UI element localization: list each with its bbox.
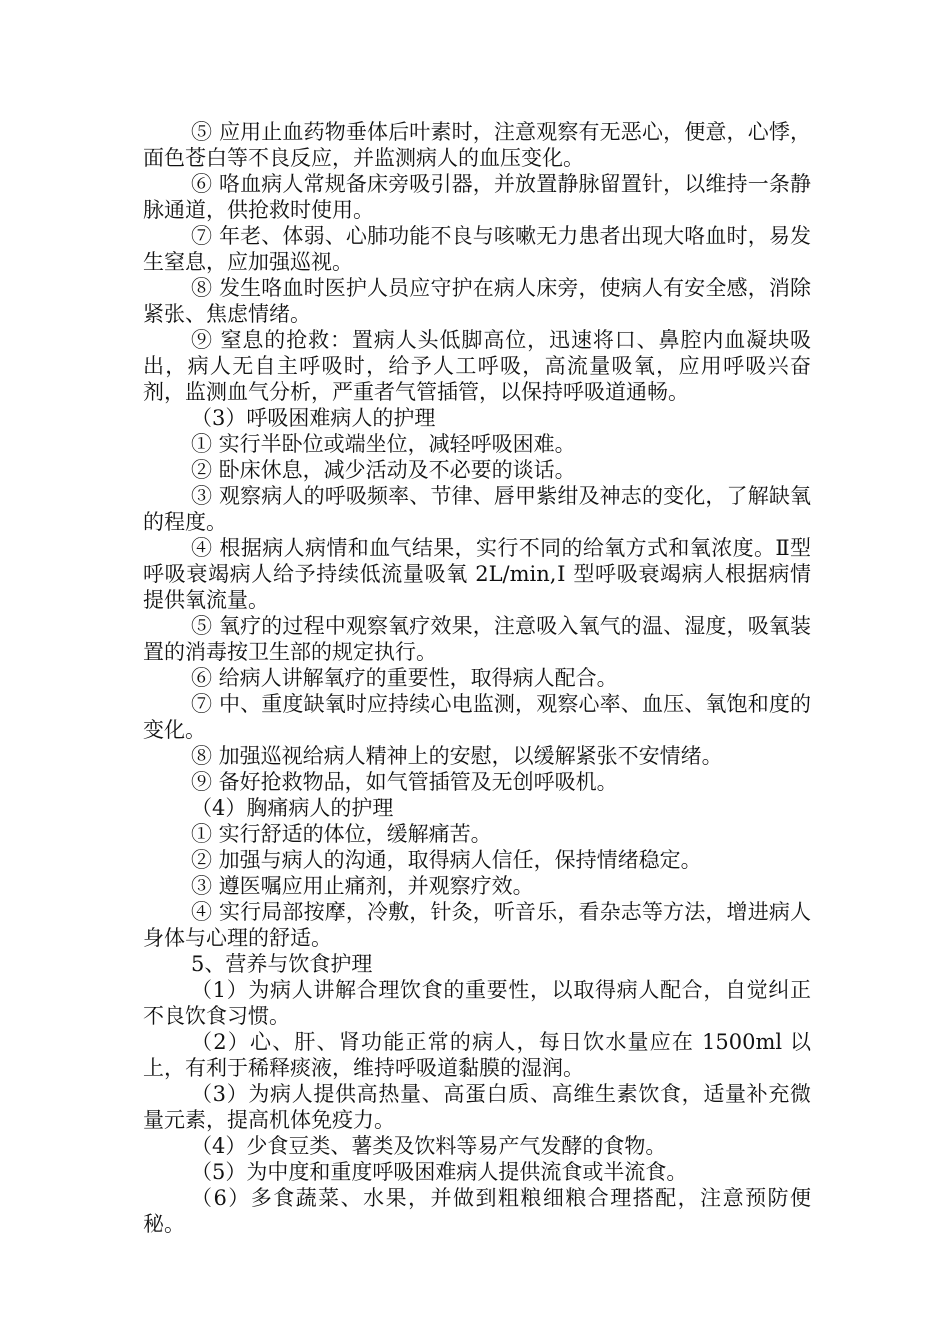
paragraph-massage: ④ 实行局部按摩，冷敷，针灸，听音乐，看杂志等方法，增进病人身体与心理的舒适。	[143, 900, 811, 950]
document-page	[143, 119, 811, 1237]
paragraph-semi-recumbent: ① 实行半卧位或端坐位，减轻呼吸困难。	[191, 432, 576, 456]
paragraph-communication: ② 加强与病人的沟通，取得病人信任，保持情绪稳定。	[191, 848, 702, 872]
paragraph-diet-education: （1）为病人讲解合理饮食的重要性，以取得病人配合，自觉纠正不良饮食习惯。	[143, 978, 811, 1028]
paragraph-asphyxia-rescue: ⑨ 窒息的抢救：置病人头低脚高位，迅速将口、鼻腔内血凝块吸出，病人无自主呼吸时，给予人工呼吸，高流量吸氧，应用呼吸兴奋剂，监测血气分析，严重者气管插管，以保持呼吸道通畅。	[143, 328, 811, 404]
section-heading-nutrition: 5、营养与饮食护理	[191, 952, 373, 976]
paragraph-suction-device: ⑥ 咯血病人常规备床旁吸引器，并放置静脉留置针，以维持一条静脉通道，供抢救时使用。	[143, 172, 811, 222]
paragraph-rescue-supplies: ⑨ 备好抢救物品，如气管插管及无创呼吸机。	[191, 770, 618, 794]
section-heading-chest-pain: （4）胸痛病人的护理	[191, 796, 394, 820]
paragraph-vegetables-fruit: （6）多食蔬菜、水果，并做到粗粮细粮合理搭配，注意预防便秘。	[143, 1186, 811, 1236]
section-heading-dyspnea: （3）呼吸困难病人的护理	[191, 406, 436, 430]
paragraph-oxygen-education: ⑥ 给病人讲解氧疗的重要性，取得病人配合。	[191, 666, 618, 690]
paragraph-analgesics: ③ 遵医嘱应用止痛剂，并观察疗效。	[191, 874, 534, 898]
paragraph-comfort: ⑧ 加强巡视给病人精神上的安慰，以缓解紧张不安情绪。	[191, 744, 723, 768]
paragraph-liquid-diet: （5）为中度和重度呼吸困难病人提供流食或半流食。	[191, 1160, 688, 1184]
paragraph-ecg-monitoring: ⑦ 中、重度缺氧时应持续心电监测，观察心率、血压、氧饱和度的变化。	[143, 692, 811, 742]
paragraph-oxygen-therapy-mode: ④ 根据病人病情和血气结果，实行不同的给氧方式和氧浓度。Ⅱ型呼吸衰竭病人给予持续低流量吸氧 2L/min,Ⅰ 型呼吸衰竭病人根据病情提供氧流量。	[143, 536, 811, 612]
paragraph-bedside-care: ⑧ 发生咯血时医护人员应守护在病人床旁，使病人有安全感，消除紧张、焦虑情绪。	[143, 276, 811, 326]
paragraph-observe-breathing: ③ 观察病人的呼吸频率、节律、唇甲紫绀及神志的变化，了解缺氧的程度。	[143, 484, 811, 534]
paragraph-high-protein: （3）为病人提供高热量、高蛋白质、高维生素饮食，适量补充微量元素，提高机体免疫力。	[143, 1082, 811, 1132]
paragraph-hemostatic-drug: ⑤ 应用止血药物垂体后叶素时，注意观察有无恶心，便意，心悸，面色苍白等不良反应，并监测病人的血压变化。	[143, 120, 811, 170]
paragraph-water-intake: （2）心、肝、肾功能正常的病人，每日饮水量应在 1500ml 以上，有利于稀释痰液，维持呼吸道黏膜的湿润。	[143, 1030, 811, 1080]
paragraph-bed-rest: ② 卧床休息，减少活动及不必要的谈话。	[191, 458, 576, 482]
paragraph-elderly-patrol: ⑦ 年老、体弱、心肺功能不良与咳嗽无力患者出现大咯血时，易发生窒息，应加强巡视。	[143, 224, 811, 274]
paragraph-avoid-gas-foods: （4）少食豆类、薯类及饮料等易产气发酵的食物。	[191, 1134, 667, 1158]
paragraph-oxygen-effect: ⑤ 氧疗的过程中观察氧疗效果，注意吸入氧气的温、湿度，吸氧装置的消毒按卫生部的规定执行。	[143, 614, 811, 664]
paragraph-comfortable-position: ① 实行舒适的体位，缓解痛苦。	[191, 822, 492, 846]
